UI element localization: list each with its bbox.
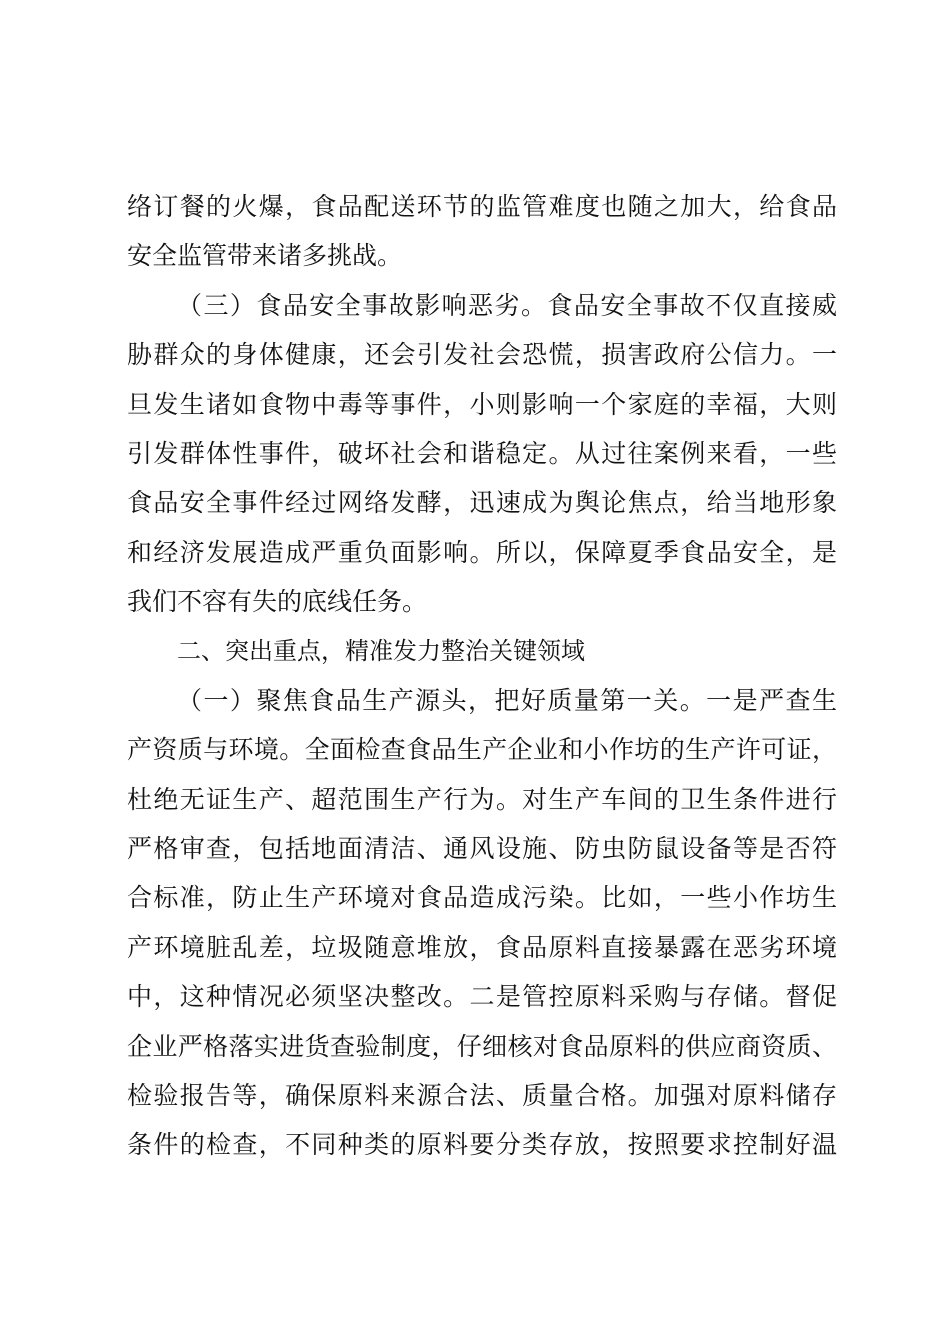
document-body xyxy=(127,182,837,1170)
paragraph-line: 条件的检查，不同种类的原料要分类存放，按照要求控制好温 xyxy=(127,1130,837,1160)
paragraph-line: 产资质与环境。全面检查食品生产企业和小作坊的生产许可证， xyxy=(127,735,837,765)
paragraph-line: 络订餐的火爆，食品配送环节的监管难度也随之加大，给食品 xyxy=(127,192,837,221)
paragraph-line: 企业严格落实进货查验制度，仔细核对食品原料的供应商资质、 xyxy=(127,1031,837,1061)
paragraph-line: 引发群体性事件，破坏社会和谐稳定。从过往案例来看，一些 xyxy=(127,438,837,468)
paragraph-line: 安全监管带来诸多挑战。 xyxy=(127,241,403,271)
section-heading-line: （三）食品安全事故影响恶劣。食品安全事故不仅直接威 xyxy=(177,290,837,320)
paragraph-line: 旦发生诸如食物中毒等事件，小则影响一个家庭的幸福，大则 xyxy=(127,389,837,419)
paragraph-line: 食品安全事件经过网络发酵，迅速成为舆论焦点，给当地形象 xyxy=(127,488,837,518)
paragraph-line: 检验报告等，确保原料来源合法、质量合格。加强对原料储存 xyxy=(127,1081,837,1111)
paragraph-line: 和经济发展造成严重负面影响。所以，保障夏季食品安全，是 xyxy=(127,537,837,567)
paragraph-line: 杜绝无证生产、超范围生产行为。对生产车间的卫生条件进行 xyxy=(127,784,837,814)
chapter-heading: 二、突出重点，精准发力整治关键领域 xyxy=(177,636,585,665)
paragraph-line: 严格审查，包括地面清洁、通风设施、防虫防鼠设备等是否符 xyxy=(127,834,837,864)
section-heading-line: （一）聚焦食品生产源头，把好质量第一关。一是严查生 xyxy=(177,685,837,715)
paragraph-line: 中，这种情况必须坚决整改。二是管控原料采购与存储。督促 xyxy=(127,982,837,1012)
paragraph-line: 合标准，防止生产环境对食品造成污染。比如，一些小作坊生 xyxy=(127,883,837,913)
paragraph-line: 我们不容有失的底线任务。 xyxy=(127,587,428,617)
paragraph-line: 胁群众的身体健康，还会引发社会恐慌，损害政府公信力。一 xyxy=(127,340,837,370)
paragraph-line: 产环境脏乱差，垃圾随意堆放，食品原料直接暴露在恶劣环境 xyxy=(127,932,837,962)
